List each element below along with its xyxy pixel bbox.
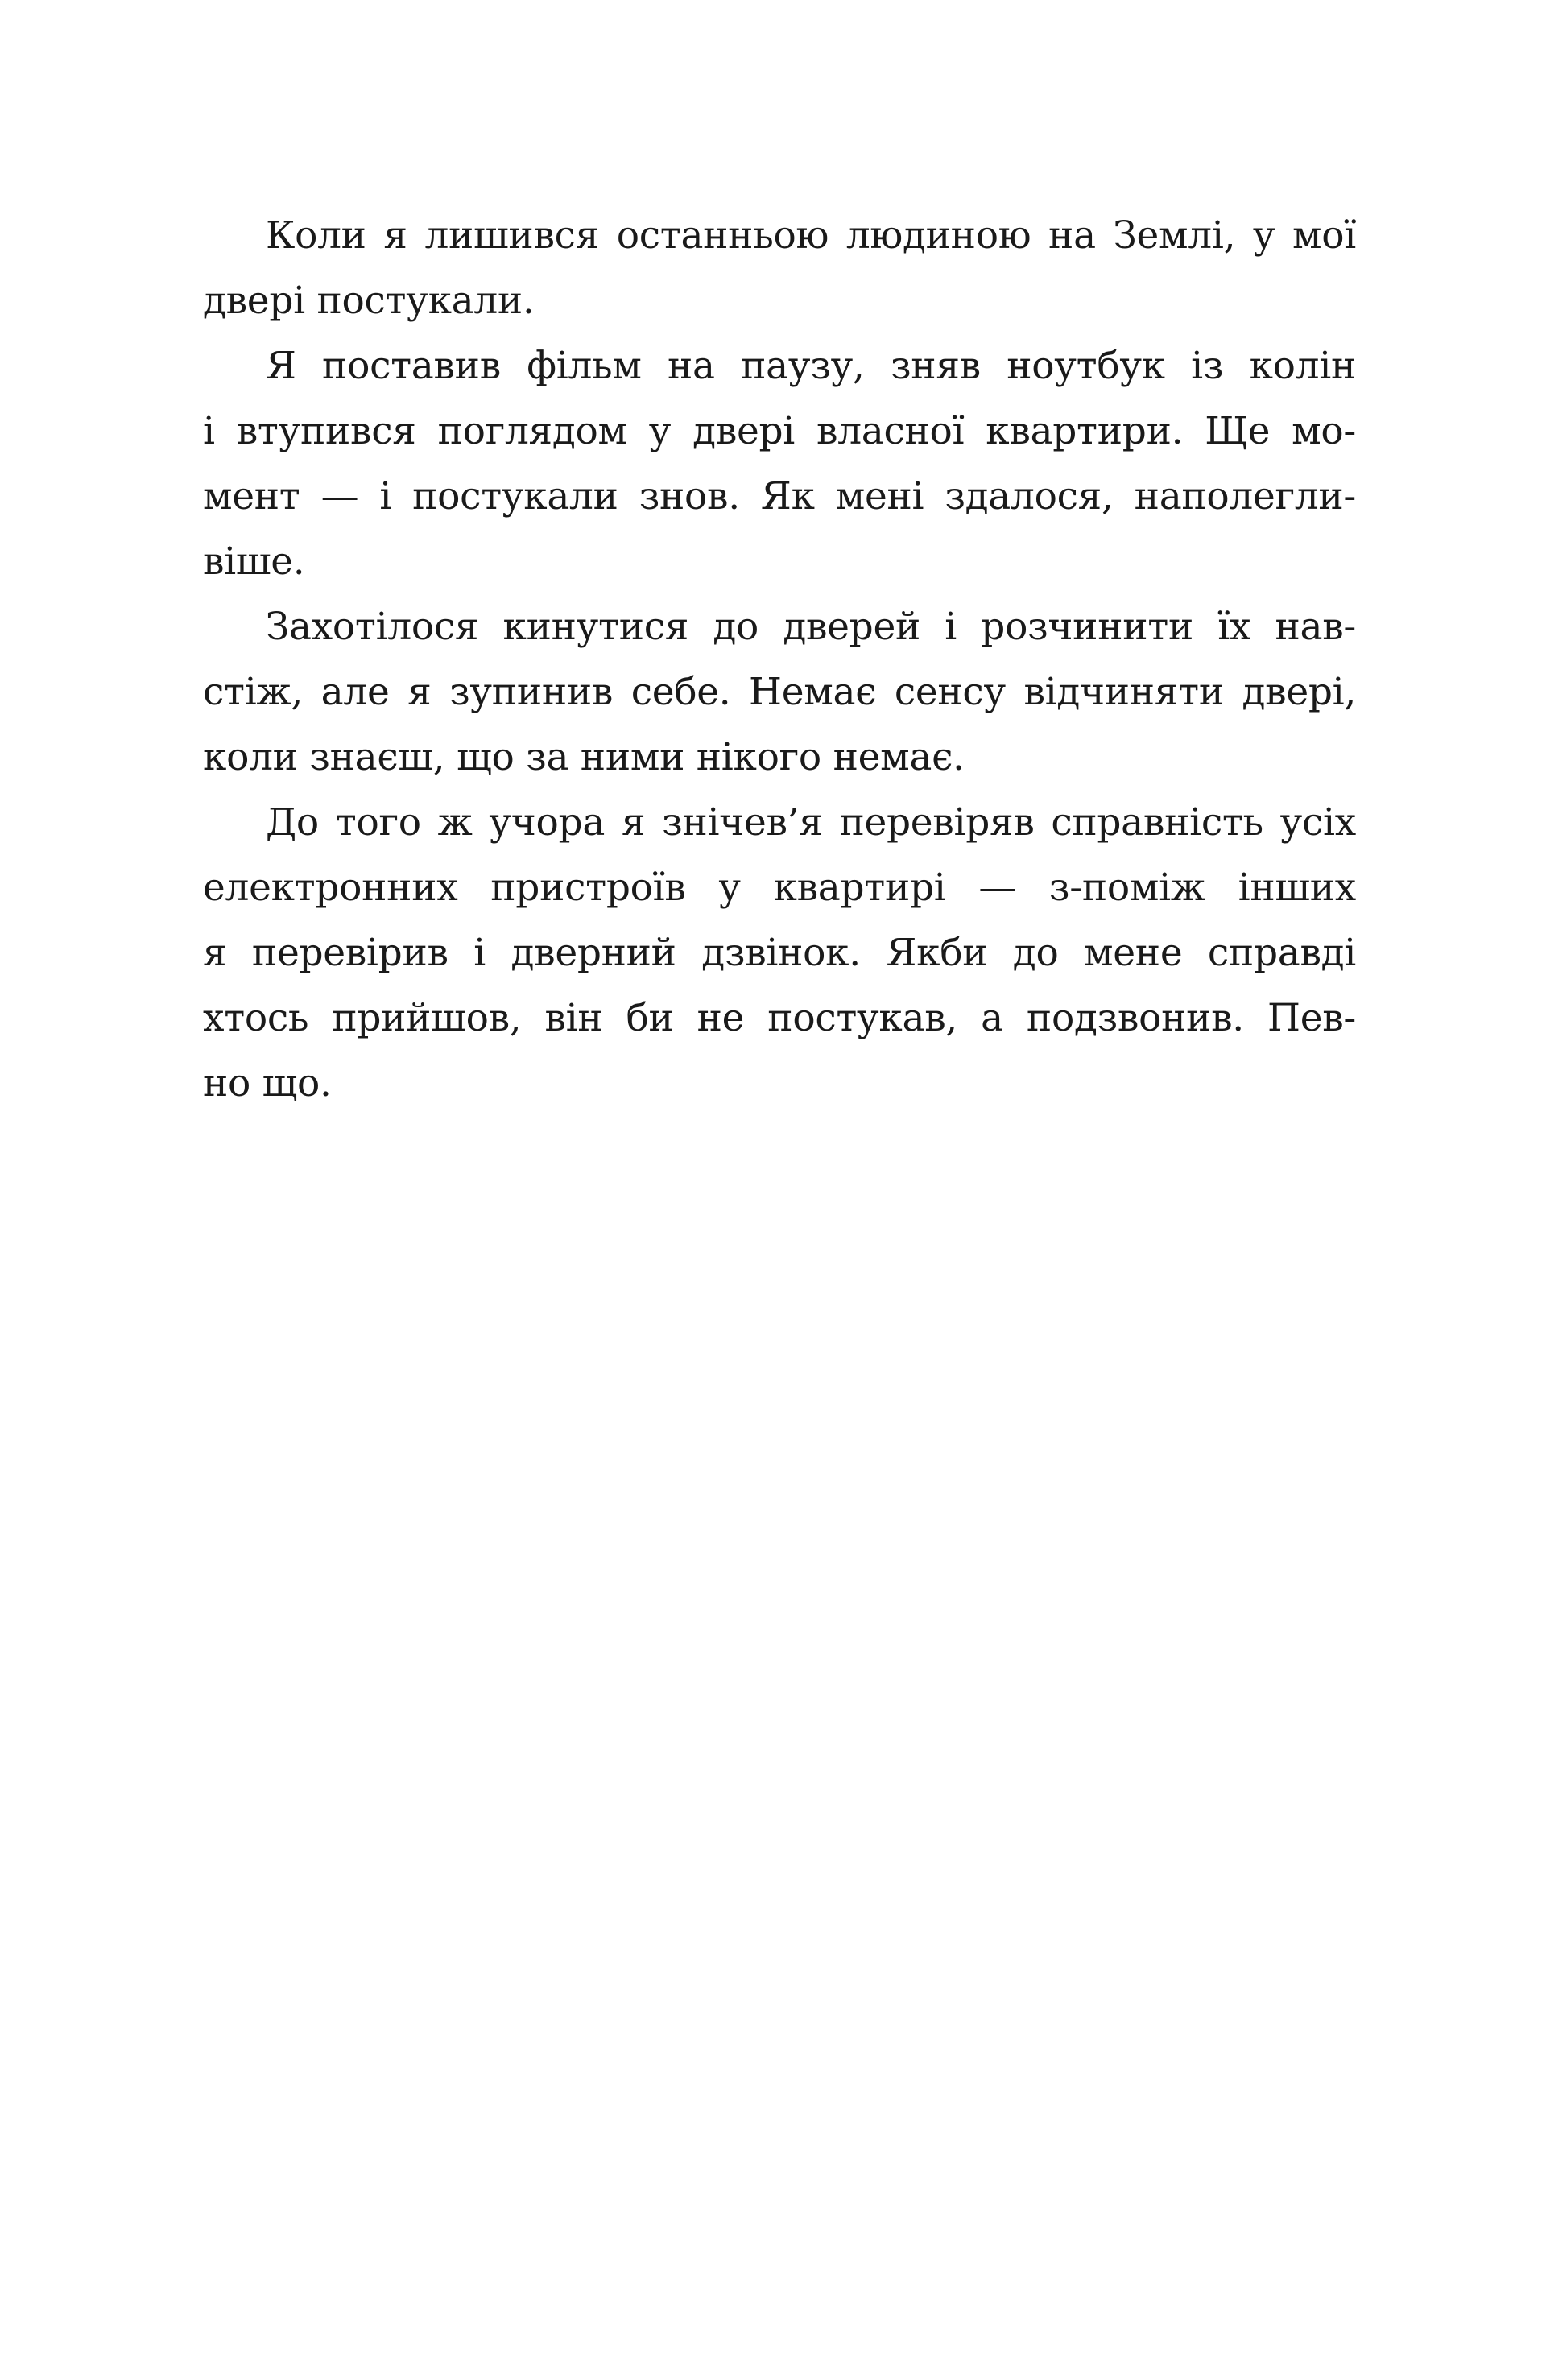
text-line: електронних пристроїв у квартирі — з-поміж інших <box>203 866 1356 910</box>
text-line: коли знаєш, що за ними нікого немає. <box>203 735 965 779</box>
text-line: віше. <box>203 539 305 584</box>
text-line: мент — і постукали знов. Як мені здалося, наполегли- <box>203 474 1356 519</box>
text-line: хтось прийшов, він би не постукав, а подзвонив. Пев- <box>203 996 1356 1040</box>
text-line: стіж, але я зупинив себе. Немає сенсу відчиняти двері, <box>203 670 1356 714</box>
text-line: До того ж учора я знічев’я перевіряв справність усіх <box>266 800 1356 845</box>
paragraph-3 <box>203 594 1356 790</box>
text-line: і втупився поглядом у двері власної квартири. Ще мо- <box>203 409 1356 453</box>
paragraph-4 <box>203 790 1356 1116</box>
text-line: Я поставив фільм на паузу, зняв ноутбук із колін <box>266 344 1356 388</box>
paragraph-1 <box>203 203 1356 333</box>
text-line: но що. <box>203 1061 332 1105</box>
text-line: я перевірив і дверний дзвінок. Якби до мене справді <box>203 931 1356 975</box>
book-page-text <box>203 203 1356 1116</box>
paragraph-2 <box>203 333 1356 594</box>
text-line: Коли я лишився останньою людиною на Землі, у мої <box>266 213 1356 258</box>
text-line: Захотілося кинутися до дверей і розчинити їх нав- <box>266 605 1356 649</box>
text-line: двері постукали. <box>203 279 535 323</box>
